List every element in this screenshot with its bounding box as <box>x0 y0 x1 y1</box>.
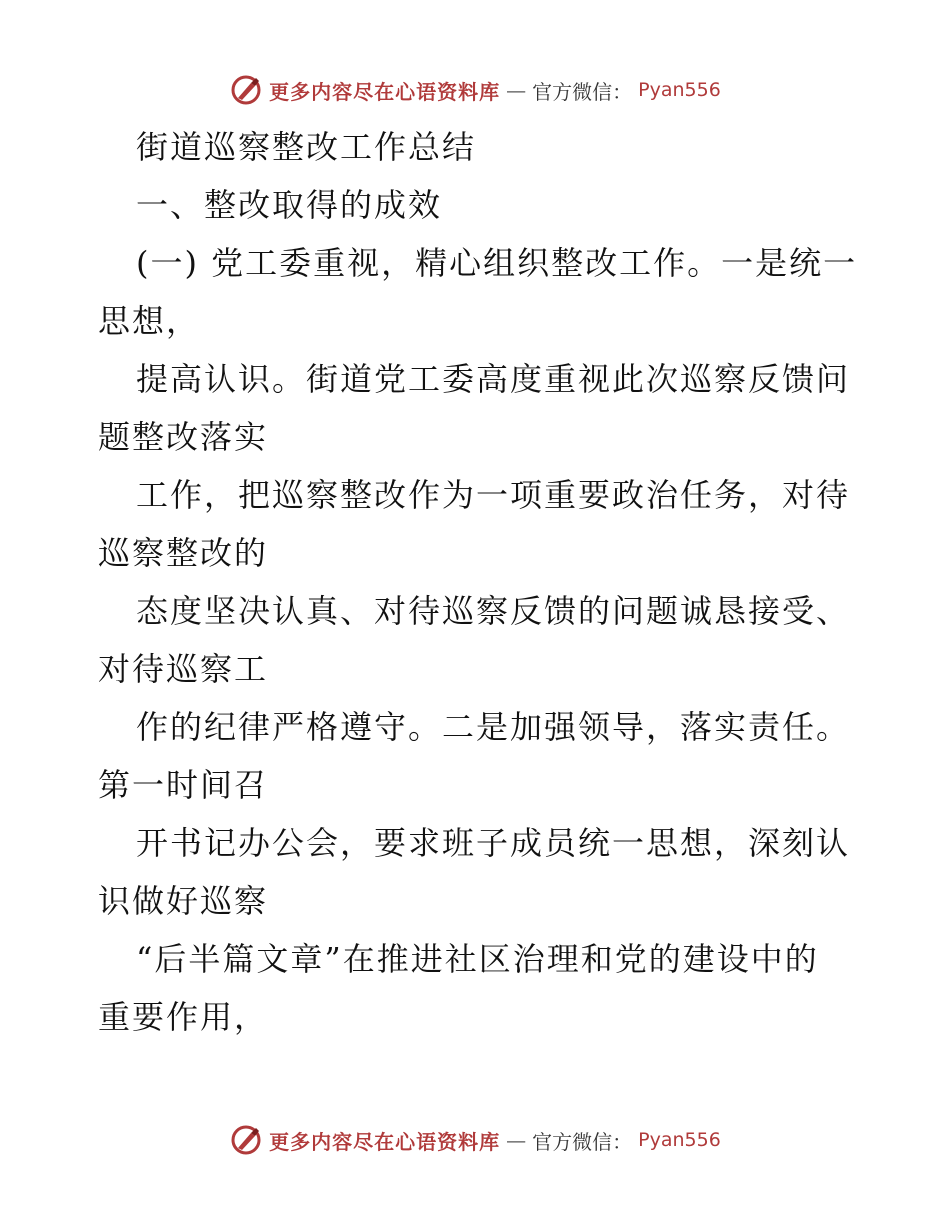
paragraph-line: 提高认识。街道党工委高度重视此次巡察反馈问 <box>136 360 851 398</box>
paragraph-line: 对待巡察工 <box>98 650 269 688</box>
footer-watermark <box>0 1120 950 1160</box>
paragraph-line: 重要作用， <box>98 998 269 1036</box>
pen-logo-icon <box>229 73 263 107</box>
watermark-site-text: 更多内容尽在心语资料库 <box>269 1129 501 1154</box>
document-body <box>98 118 858 1046</box>
document-title: 街道巡察整改工作总结 <box>136 128 477 166</box>
paragraph-line: 工作，把巡察整改作为一项重要政治任务，对待 <box>136 476 851 514</box>
watermark-wechat-id: Pyan556 <box>638 79 721 101</box>
pen-logo-icon <box>229 1123 263 1157</box>
watermark-site-text: 更多内容尽在心语资料库 <box>269 79 501 104</box>
paragraph-line: 作的纪律严格遵守。二是加强领导，落实责任。 <box>136 708 851 746</box>
paragraph-line: 第一时间召 <box>98 766 269 804</box>
paragraph-line: 识做好巡察 <box>98 882 269 920</box>
watermark-wechat-label: 官方微信： <box>532 1129 633 1154</box>
paragraph-line: 开书记办公会，要求班子成员统一思想，深刻认 <box>136 824 851 862</box>
header-watermark <box>0 70 950 110</box>
watermark-wechat-label: 官方微信： <box>532 79 633 104</box>
paragraph-line: 思想， <box>98 302 201 340</box>
paragraph-line: 态度坚决认真、对待巡察反馈的问题诚恳接受、 <box>136 592 851 630</box>
watermark-wechat-id: Pyan556 <box>638 1129 721 1151</box>
paragraph-line: 巡察整改的 <box>98 534 269 572</box>
section-heading: 一、整改取得的成效 <box>136 186 443 224</box>
watermark-dash: — <box>506 78 527 102</box>
paragraph-line: “后半篇文章”在推进社区治理和党的建设中的 <box>136 940 819 978</box>
paragraph-line: 题整改落实 <box>98 418 269 456</box>
paragraph-line: (一) 党工委重视，精心组织整改工作。一是统一 <box>136 244 858 282</box>
watermark-dash: — <box>506 1128 527 1152</box>
